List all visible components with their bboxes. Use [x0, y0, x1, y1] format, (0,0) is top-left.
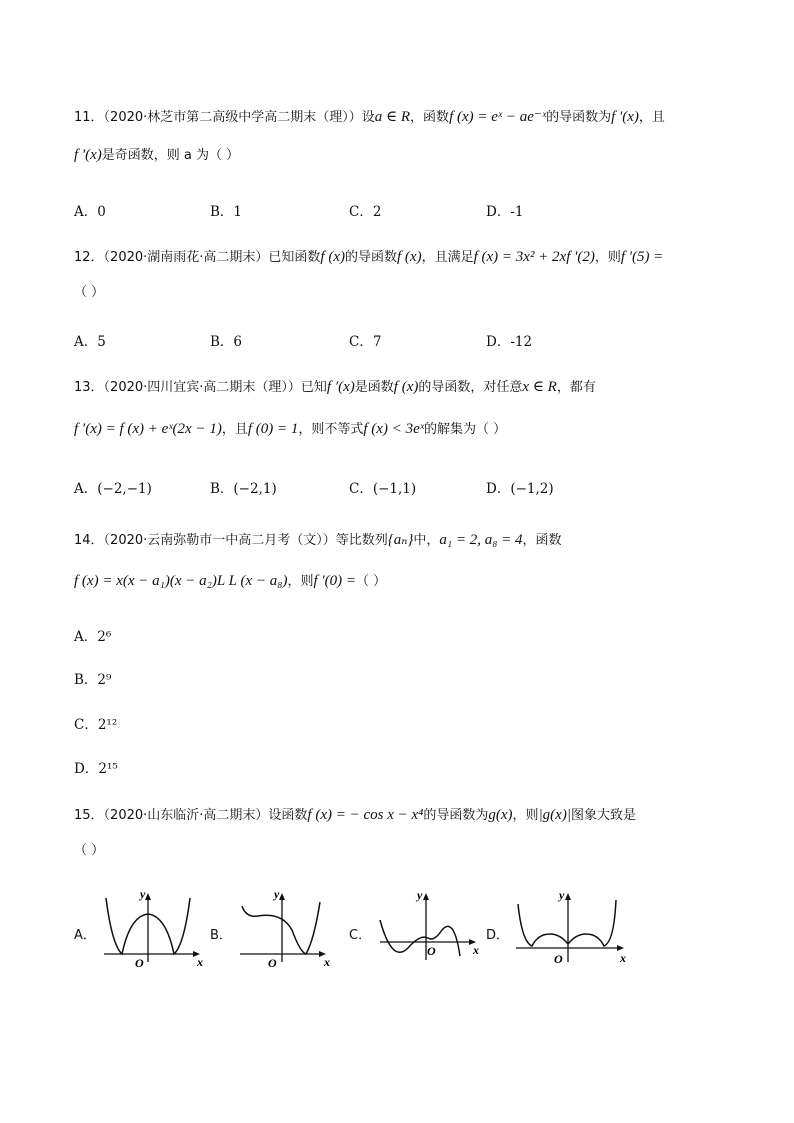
q11-line2 — [74, 148, 239, 163]
q13-source: 13．（2020·四川宜宾·高二期末（理））已知 — [74, 380, 327, 395]
q12-option-a[interactable]: A．5 — [74, 334, 106, 350]
q12-line1 — [74, 250, 663, 265]
q15-text: 的导函数为 — [423, 808, 489, 823]
y-label: y — [559, 890, 565, 902]
q12-equation: f (x) = 3x² + 2xf '(2) — [473, 249, 595, 265]
origin-label: O — [554, 952, 563, 966]
q13-option-d[interactable]: D．(−1,2) — [486, 481, 554, 497]
q15-option-b-label[interactable]: B． — [210, 928, 232, 943]
q14-line2 — [74, 574, 386, 589]
q14-text2: ，函数 — [522, 533, 562, 548]
q12-f2: f (x) — [397, 249, 422, 265]
q13-line1 — [74, 380, 596, 395]
y-arrow-icon — [279, 893, 285, 900]
q15-abs-g: |g(x)| — [538, 807, 571, 823]
q15-option-d-label[interactable]: D． — [486, 928, 510, 943]
q12-option-c[interactable]: C．7 — [349, 334, 382, 350]
x-label: x — [473, 943, 479, 957]
q15-option-c-label[interactable]: C． — [349, 928, 372, 943]
y-arrow-icon — [565, 893, 571, 900]
q12-option-d[interactable]: D．-12 — [486, 334, 533, 350]
q15-graph-a[interactable] — [100, 890, 210, 970]
q14-option-c[interactable]: C．2¹² — [74, 717, 118, 733]
y-arrow-icon — [145, 893, 151, 900]
q14-sequence: {aₙ} — [387, 532, 414, 548]
q11-option-d[interactable]: D．-1 — [486, 204, 524, 220]
q15-text2: ，则 — [512, 808, 539, 823]
q12-f: f (x) — [320, 249, 345, 265]
origin-label: O — [268, 956, 277, 970]
q11-line1 — [74, 110, 665, 125]
y-label: y — [274, 890, 280, 901]
q14-question: （ ） — [356, 574, 387, 589]
q14-text3: ，则 — [287, 574, 314, 589]
x-label: x — [197, 955, 203, 969]
q13-fprime: f ′(x) — [326, 379, 355, 395]
q11-text: ，函数 — [410, 110, 450, 125]
q13-question: 的解集为（ ） — [423, 422, 507, 437]
q15-graph-d[interactable] — [512, 890, 632, 970]
q13-condition: x ∈ R — [522, 379, 557, 395]
origin-label: O — [427, 944, 436, 958]
curve — [380, 920, 460, 956]
q15-function: f (x) = − cos x − x⁴ — [307, 807, 424, 823]
q13-text3: ，都有 — [556, 380, 596, 395]
q13-equation: f ′(x) = f (x) + eˣ(2x − 1) — [74, 421, 222, 437]
q14-source: 14．（2020·云南弥勒市一中高二月考（文））等比数列 — [74, 533, 388, 548]
q14-option-a[interactable]: A．2⁶ — [74, 629, 112, 645]
q11-derivative: f '(x) — [611, 109, 639, 125]
q15-graph-b[interactable] — [236, 890, 346, 970]
q11-text2: 的导函数为 — [546, 110, 612, 125]
q15-g: g(x) — [488, 807, 513, 823]
q13-text4: ，且 — [221, 422, 248, 437]
q12-source: 12．（2020·湖南雨花·高二期末）已知函数 — [74, 250, 321, 265]
q13-text: 是函数 — [354, 380, 394, 395]
q14-function: f (x) = x(x − a₁)(x − a₂)L L (x − a₈) — [74, 573, 288, 589]
q14-given: a₁ = 2, a₈ = 4 — [439, 532, 523, 548]
q12-line2: （ ） — [74, 285, 105, 300]
q11-question: 是奇函数，则 a 为（ ） — [101, 148, 240, 163]
q12-text2: ，且满足 — [421, 250, 474, 265]
q15-source: 15．（2020·山东临沂·高二期末）设函数 — [74, 808, 308, 823]
q11-option-a[interactable]: A．0 — [74, 204, 106, 220]
q13-initial: f (0) = 1 — [247, 421, 299, 437]
q15-line1 — [74, 808, 636, 823]
curve — [242, 902, 320, 954]
q13-option-b[interactable]: B．(−2,1) — [210, 481, 277, 497]
q12-text3: ，则 — [594, 250, 621, 265]
q13-text5: ，则不等式 — [298, 422, 364, 437]
q14-option-d[interactable]: D．2¹⁵ — [74, 761, 118, 777]
y-label: y — [417, 890, 423, 902]
q11-function: f (x) = eˣ − ae⁻ˣ — [449, 109, 547, 125]
q11-source: 11．（2020·林芝市第二高级中学高二期末（理））设 — [74, 110, 375, 125]
y-label: y — [140, 890, 146, 901]
q11-option-c[interactable]: C．2 — [349, 204, 382, 220]
q14-line1 — [74, 533, 562, 548]
q13-text2: 的导函数，对任意 — [418, 380, 523, 395]
x-label: x — [324, 955, 330, 969]
q11-option-b[interactable]: B．1 — [210, 204, 243, 220]
q11-condition: a ∈ R — [374, 109, 411, 125]
q12-text: 的导函数 — [344, 250, 397, 265]
q13-line2 — [74, 422, 506, 437]
q15-graph-c[interactable] — [376, 890, 486, 970]
q13-f: f (x) — [393, 379, 419, 395]
curve — [518, 900, 616, 946]
q12-option-b[interactable]: B．6 — [210, 334, 243, 350]
q11-derivative-2: f '(x) — [74, 147, 102, 163]
q12-ask: f '(5) = — [620, 249, 664, 265]
q13-option-a[interactable]: A．(−2,−1) — [74, 481, 152, 497]
q14-text: 中， — [413, 533, 440, 548]
q13-option-c[interactable]: C．(−1,1) — [349, 481, 417, 497]
q13-inequality: f (x) < 3eˣ — [363, 421, 424, 437]
q14-option-b[interactable]: B．2⁹ — [74, 672, 112, 688]
q11-text3: ，且 — [638, 110, 665, 125]
q15-option-a-label[interactable]: A． — [74, 928, 96, 943]
q15-text3: 图象大致是 — [570, 808, 636, 823]
q14-ask: f ′(0) = — [313, 573, 357, 589]
origin-label: O — [135, 956, 144, 970]
q15-line2: （ ） — [74, 843, 105, 858]
x-label: x — [620, 951, 626, 965]
y-arrow-icon — [423, 893, 429, 900]
